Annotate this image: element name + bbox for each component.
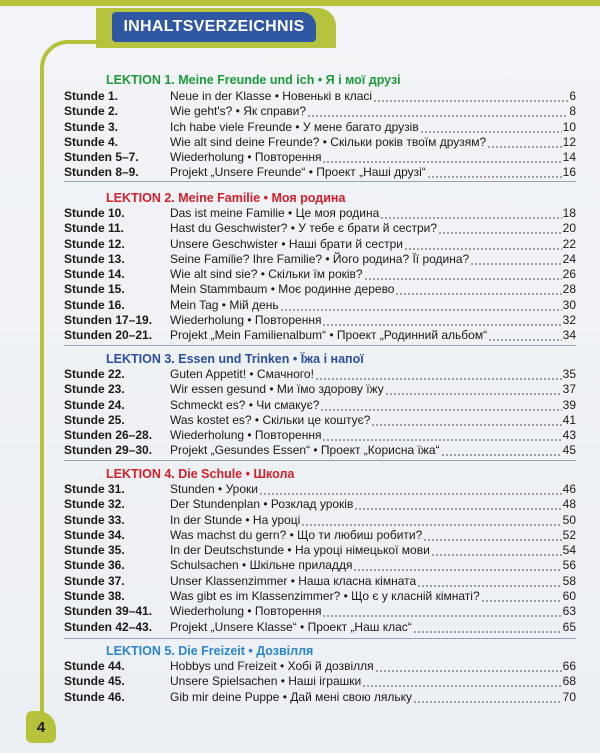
lesson-number: Stunde 11. [64, 221, 125, 236]
lesson-topic: Hast du Geschwister? • У тебе є брати й сестри? [170, 221, 438, 236]
lesson-topic: Wiederholung • Повторення [170, 604, 322, 619]
toc-row[interactable] [64, 165, 576, 180]
page-ref: 58 [562, 573, 576, 588]
lesson-topic: Was machst du gern? • Що ти любиш робити? [170, 527, 423, 542]
leader-dots [481, 589, 562, 604]
leader-dots [413, 690, 562, 705]
page-ref: 50 [562, 512, 576, 527]
lesson-topic: Hobbys und Freizeit • Хобі й дозвілля [170, 659, 374, 673]
page-ref: 68 [562, 674, 576, 689]
lesson-number: Stunde 36. [64, 558, 125, 573]
lesson-1-list [64, 89, 576, 181]
section-divider [64, 460, 576, 461]
lesson-topic: Projekt „Gesundes Essen“ • Проект „Корисна їжа“ [170, 443, 440, 458]
leader-dots [322, 428, 561, 443]
lesson-topic: Seine Familie? Ihre Familie? • Його родина? Її родина? [170, 251, 470, 266]
toc-row[interactable] [64, 221, 576, 236]
toc-row[interactable] [64, 252, 576, 267]
leader-dots [413, 620, 562, 635]
header-tab [112, 12, 316, 42]
toc-row[interactable] [64, 267, 576, 282]
leader-dots [470, 252, 561, 267]
toc-row[interactable] [64, 328, 576, 343]
page-ref: 65 [562, 619, 576, 634]
lesson-topic: Was kostet es? • Скільки це коштує? [170, 412, 371, 427]
lesson-2-list [64, 206, 576, 344]
page-ref: 16 [562, 165, 576, 180]
toc-row[interactable] [64, 282, 576, 297]
toc-row[interactable] [64, 382, 576, 397]
lesson-topic: Projekt „Mein Familienalbum“ • Проект „Родинний альбом“ [170, 328, 488, 343]
lesson-number: Stunde 45. [64, 674, 125, 689]
lesson-number: Stunde 4. [64, 134, 119, 149]
page-ref: 12 [562, 134, 576, 149]
lesson-number: Stunde 16. [64, 297, 125, 312]
toc-row[interactable] [64, 497, 576, 512]
toc-row[interactable] [64, 428, 576, 443]
lesson-topic: Gib mir deine Puppe • Дай мені свою ляльку [170, 689, 413, 704]
page-ref: 8 [569, 104, 576, 119]
lesson-number: Stunde 35. [64, 543, 125, 558]
lesson-3-title: LEKTION 3. Essen und Trinken • Їжа і напої [106, 352, 364, 366]
leader-dots [362, 674, 561, 689]
toc-row[interactable] [64, 313, 576, 328]
page-number: 4 [36, 718, 46, 736]
lesson-topic: Unsere Spielsachen • Наші іграшки [170, 674, 362, 689]
lesson-number: Stunde 32. [64, 497, 125, 512]
leader-dots [375, 659, 562, 674]
toc-row[interactable] [64, 150, 576, 165]
lesson-topic: Was gibt es im Klassenzimmer? • Що є у класній кімнаті? [170, 589, 480, 604]
lesson-topic: Mein Stammbaum • Моє родинне дерево [170, 282, 395, 297]
page-ref: 41 [562, 412, 576, 427]
lesson-number: Stunde 46. [64, 689, 125, 704]
leader-dots [438, 221, 562, 236]
leader-dots [431, 543, 562, 558]
toc-row[interactable] [64, 104, 576, 119]
toc-row[interactable] [64, 237, 576, 252]
leader-dots [371, 413, 561, 428]
lesson-topic: In der Deutschstunde • На уроці німецької мови [170, 543, 430, 558]
toc-row[interactable] [64, 543, 576, 558]
leader-dots [395, 282, 561, 297]
page-ref: 63 [562, 604, 576, 619]
page-ref: 34 [562, 328, 576, 343]
page-ref: 66 [562, 659, 576, 673]
lesson-number: Stunde 34. [64, 527, 125, 542]
page-ref: 14 [562, 150, 576, 165]
lesson-number: Stunde 15. [64, 282, 125, 297]
page-ref: 35 [562, 367, 576, 381]
lesson-number: Stunden 17–19. [64, 313, 153, 328]
page-ref: 24 [562, 251, 576, 266]
lesson-topic: Neue in der Klasse • Новенькі в класі [170, 89, 373, 103]
toc-row[interactable] [64, 206, 576, 221]
toc-row[interactable] [64, 620, 576, 635]
page-ref: 22 [562, 236, 576, 251]
leader-dots [417, 574, 562, 589]
lesson-topic: Unser Klassenzimmer • Наша класна кімната [170, 573, 417, 588]
page-ref: 60 [562, 589, 576, 604]
toc-row[interactable] [64, 690, 576, 705]
lesson-topic: Schulsachen • Шкільне приладдя [170, 558, 353, 573]
lesson-number: Stunden 8–9. [64, 165, 139, 180]
lesson-number: Stunde 3. [64, 119, 119, 134]
lesson-number: Stunde 33. [64, 512, 125, 527]
lesson-topic: Projekt „Unsere Klasse“ • Проект „Наш клас“ [170, 619, 412, 634]
toc-row[interactable] [64, 659, 576, 674]
page-ref: 56 [562, 558, 576, 573]
toc-row[interactable] [64, 482, 576, 497]
page-ref: 6 [569, 89, 576, 103]
leader-dots [307, 104, 568, 119]
section-divider [64, 638, 576, 639]
lesson-number: Stunde 44. [64, 659, 125, 673]
leader-dots [420, 120, 562, 135]
lesson-number: Stunde 12. [64, 236, 125, 251]
lesson-2-title: LEKTION 2. Meine Familie • Моя родина [106, 191, 346, 205]
page-ref: 37 [562, 382, 576, 397]
lesson-topic: Wiederholung • Повторення [170, 150, 322, 165]
toc-row[interactable] [64, 135, 576, 150]
leader-dots [320, 398, 561, 413]
toc-row[interactable] [64, 89, 576, 104]
lesson-topic: Ich habe viele Freunde • У мене багато друзів [170, 119, 419, 134]
lesson-number: Stunde 37. [64, 573, 125, 588]
leader-dots [488, 328, 562, 343]
leader-dots [354, 497, 561, 512]
toc-row[interactable] [64, 674, 576, 689]
leader-dots [487, 135, 561, 150]
page-ref: 43 [562, 428, 576, 443]
page-ref: 28 [562, 282, 576, 297]
lesson-topic: Mein Tag • Мій день [170, 297, 279, 312]
top-accent-bar [0, 0, 600, 6]
leader-dots [259, 482, 562, 497]
lesson-number: Stunde 23. [64, 382, 125, 397]
leader-dots [385, 382, 562, 397]
page-ref: 39 [562, 397, 576, 412]
lesson-4-title: LEKTION 4. Die Schule • Школа [106, 467, 295, 481]
lesson-number: Stunde 22. [64, 367, 125, 381]
lesson-1-title: LEKTION 1. Meine Freunde und ich • Я і мої друзі [106, 73, 401, 87]
lesson-topic: In der Stunde • На уроці [170, 512, 301, 527]
leader-dots [404, 237, 562, 252]
lesson-number: Stunde 24. [64, 397, 125, 412]
section-divider [64, 181, 576, 182]
lesson-5-list [64, 659, 576, 705]
page-ref: 32 [562, 313, 576, 328]
page-ref: 45 [562, 443, 576, 458]
leader-dots [353, 558, 561, 573]
leader-dots [322, 604, 561, 619]
lesson-topic: Wiederholung • Повторення [170, 313, 322, 328]
toc-row[interactable] [64, 398, 576, 413]
lesson-number: Stunden 42–43. [64, 619, 153, 634]
leader-dots [427, 165, 562, 180]
lesson-number: Stunde 10. [64, 206, 125, 220]
page-title: INHALTSVERZEICHNIS [123, 18, 305, 35]
leader-dots [280, 298, 562, 313]
leader-dots [441, 443, 562, 458]
toc-row[interactable] [64, 298, 576, 313]
page-ref: 52 [562, 527, 576, 542]
lesson-topic: Projekt „Unsere Freunde“ • Проект „Наші друзі“ [170, 165, 426, 180]
leader-dots [380, 206, 561, 221]
lesson-topic: Der Stundenplan • Розклад уроків [170, 497, 354, 512]
lesson-number: Stunde 1. [64, 89, 119, 103]
section-divider [64, 345, 576, 346]
lesson-topic: Wir essen gesund • Ми їмо здорову їжу [170, 382, 384, 397]
lesson-topic: Schmeckt es? • Чи смакує? [170, 397, 320, 412]
lesson-number: Stunde 13. [64, 251, 125, 266]
leader-dots [423, 528, 561, 543]
page-ref: 30 [562, 297, 576, 312]
toc-row[interactable] [64, 589, 576, 604]
toc-row[interactable] [64, 558, 576, 573]
lesson-topic: Wie alt sind deine Freunde? • Скільки років твоїм друзям? [170, 134, 487, 149]
lesson-number: Stunden 39–41. [64, 604, 153, 619]
page-ref: 20 [562, 221, 576, 236]
lesson-number: Stunden 29–30. [64, 443, 153, 458]
lesson-5-title: LEKTION 5. Die Freizeit • Дозвілля [106, 644, 314, 658]
toc-row[interactable] [64, 120, 576, 135]
lesson-number: Stunde 14. [64, 267, 125, 282]
leader-dots [315, 367, 562, 382]
lesson-topic: Das ist meine Familie • Це моя родина [170, 206, 380, 220]
leader-dots [322, 150, 561, 165]
lesson-topic: Guten Appetit! • Смачного! [170, 367, 314, 381]
lesson-number: Stunde 38. [64, 589, 125, 604]
lesson-number: Stunden 5–7. [64, 150, 139, 165]
lesson-number: Stunde 31. [64, 482, 125, 496]
toc-row[interactable] [64, 574, 576, 589]
leader-dots [301, 513, 561, 528]
leader-dots [373, 89, 568, 104]
lesson-topic: Stunden • Уроки [170, 482, 258, 496]
leader-dots [322, 313, 561, 328]
toc-row[interactable] [64, 604, 576, 619]
lesson-number: Stunde 2. [64, 104, 119, 119]
lesson-number: Stunden 20–21. [64, 328, 153, 343]
lesson-topic: Wie geht's? • Як справи? [170, 104, 307, 119]
page-ref: 48 [562, 497, 576, 512]
lesson-4-list [64, 482, 576, 635]
toc-row[interactable] [64, 413, 576, 428]
page-ref: 46 [562, 482, 576, 496]
page-ref: 10 [562, 119, 576, 134]
lesson-number: Stunde 25. [64, 412, 125, 427]
toc-row[interactable] [64, 513, 576, 528]
lesson-topic: Unsere Geschwister • Наші брати й сестри [170, 236, 403, 251]
leader-dots [364, 267, 562, 282]
page-ref: 70 [562, 689, 576, 704]
page-ref: 54 [562, 543, 576, 558]
toc-row[interactable] [64, 367, 576, 382]
toc-row[interactable] [64, 528, 576, 543]
page-ref: 18 [562, 206, 576, 220]
page-ref: 26 [562, 267, 576, 282]
toc-row[interactable] [64, 443, 576, 458]
lesson-number: Stunden 26–28. [64, 428, 153, 443]
lesson-topic: Wiederholung • Повторення [170, 428, 322, 443]
lesson-3-list [64, 367, 576, 459]
lesson-topic: Wie alt sind sie? • Скільки їм років? [170, 267, 363, 282]
